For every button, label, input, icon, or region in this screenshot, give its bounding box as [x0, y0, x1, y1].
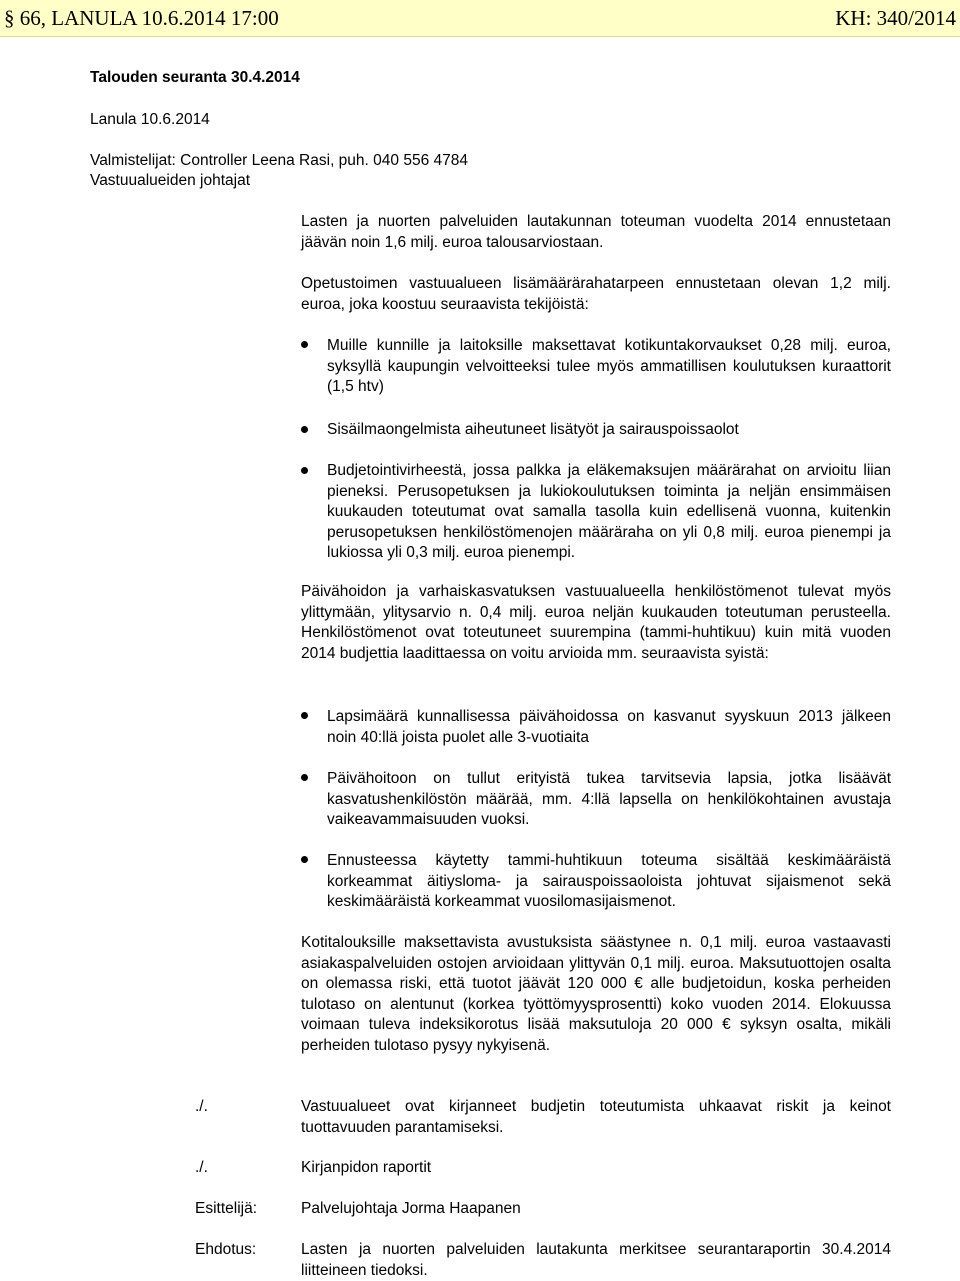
- paragraph-forecast: Lasten ja nuorten palveluiden lautakunnan toteuman vuodelta 2014 ennustetaan jäävän noin 1,6 milj. euroa talousarviostaan.: [301, 213, 891, 251]
- meeting-line: Lanula 10.6.2014: [90, 111, 210, 128]
- bullet-icon: [301, 426, 308, 433]
- bullet-icon: [301, 774, 308, 781]
- paragraph-daycare: Päivähoidon ja varhaiskasvatuksen vastuualueella henkilöstömenot tulevat myös ylittymään, ylitysarvio n. 0,4 milj. euroa neljän kuukauden toteutuman perusteella. Henkilöstömenot ovat toteutuneet suurempina (tammi-huhtikuu) kuin mitä vuoden 2014 budjettia laadittaessa on voitu arvioida mm. seuraavista syistä:: [301, 583, 891, 662]
- bullet-icon: [301, 712, 308, 719]
- list-item: Budjetointivirheestä, jossa palkka ja eläkemaksujen määrärahat on arvioitu liian pieneksi. Perusopetuksen ja lukiokoulutuksen toiminta ja neljän ensimmäisen kuukauden toteutumat ovat samalla tasolla kuin edellisenä vuonna, kuitenkin perusopetuksen henkilöstömenojen määräraha on yli 0,8 milj. euroa pienempi ja lukiossa yli 0,3 milj. euroa pienempi.: [327, 462, 891, 561]
- presenter-label: Esittelijä:: [195, 1200, 258, 1217]
- list-item: Muille kunnille ja laitoksille maksettavat kotikuntakorvaukset 0,28 milj. euroa, syksyllä kaupungin velvoitteeksi tulee myös ammatillisen koulutuksen kuraattorit (1,5 htv): [327, 337, 891, 395]
- paragraph-education: Opetustoimen vastuualueen lisämäärärahatarpeen ennustetaan olevan 1,2 milj. euroa, joka koostuu seuraavista tekijöistä:: [301, 275, 891, 313]
- preparers-line: Valmistelijat: Controller Leena Rasi, puh. 040 556 4784: [90, 152, 468, 169]
- list-item: Päivähoitoon on tullut erityistä tukea tarvitsevia lapsia, jotka lisäävät kasvatushenkilöstön määrää, mm. 4:llä lapsella on henkilökohtainen avustaja vaikeavammaisuuden vuoksi.: [327, 770, 891, 828]
- case-number: KH: 340/2014: [835, 6, 956, 30]
- bullet-icon: [301, 856, 308, 863]
- presenter-name: Palvelujohtaja Jorma Haapanen: [301, 1200, 521, 1217]
- list-item: Lapsimäärä kunnallisessa päivähoidossa on kasvanut syyskuun 2013 jälkeen noin 40:llä joista puolet alle 3-vuotiaita: [327, 708, 891, 746]
- proposal-text: Lasten ja nuorten palveluiden lautakunta merkitsee seurantaraportin 30.4.2014 liitteineen tiedoksi.: [301, 1241, 891, 1279]
- attachment-marker: ./.: [195, 1159, 208, 1176]
- bullet-icon: [301, 467, 308, 474]
- document-header-bar: [0, 0, 960, 37]
- attachment-risks: Vastuualueet ovat kirjanneet budjetin toteutumista uhkaavat riskit ja keinot tuottavuuden parantamiseksi.: [301, 1098, 891, 1136]
- proposal-label: Ehdotus:: [195, 1241, 257, 1258]
- bullet-icon: [301, 341, 308, 348]
- list-item: Ennusteessa käytetty tammi-huhtikuun toteuma sisältää keskimääräistä korkeammat äitiysloma- ja sairauspoissaoloista johtuvat sijaismenot sekä keskimääräistä korkeammat vuosilomasijaismenot.: [327, 852, 891, 910]
- attachment-accounting-reports: Kirjanpidon raportit: [301, 1159, 432, 1176]
- document-title: Talouden seuranta 30.4.2014: [90, 69, 300, 86]
- paragraph-allowances: Kotitalouksille maksettavista avustuksista säästynee n. 0,1 milj. euroa vastaavasti asiakaspalveluiden ostojen arvioidaan ylittyvän 0,1 milj. euroa. Maksutuottojen osalta on olemassa riski, että tuotot jäävät 120 000 € alle budjetoidun, koska perheiden tulotaso on alentunut (korkea työttömyysprosentti) koko vuoden 2014. Elokuussa voimaan tuleva indeksikorotus lisää maksutuloja 20 000 € syksyn osalta, mikäli perheiden tulotaso pysyy nykyisenä.: [301, 934, 891, 1054]
- section-reference: § 66, LANULA 10.6.2014 17:00: [4, 6, 279, 30]
- preparers-line-2: Vastuualueiden johtajat: [90, 172, 251, 189]
- list-item: Sisäilmaongelmista aiheutuneet lisätyöt ja sairauspoissaolot: [327, 421, 739, 438]
- attachment-marker: ./.: [195, 1098, 208, 1115]
